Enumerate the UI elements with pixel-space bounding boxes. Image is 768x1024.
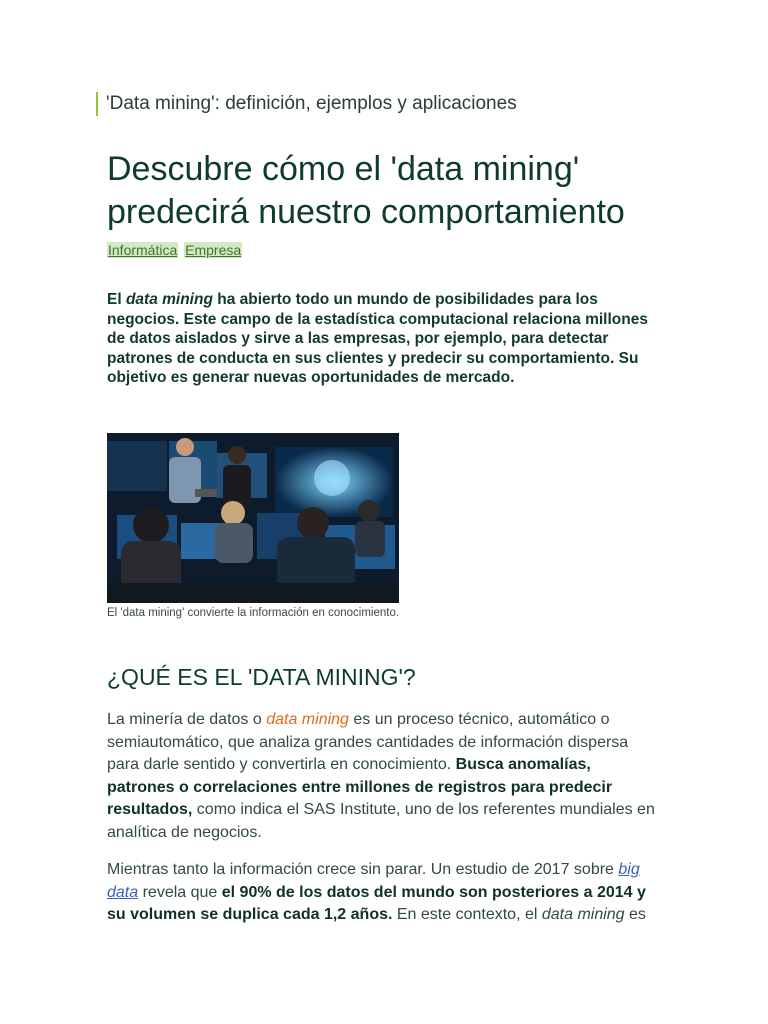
p1-term: data mining: [266, 711, 349, 728]
article-kicker: 'Data mining': definición, ejemplos y aplicaciones: [96, 92, 517, 116]
article-headline: Descubre cómo el 'data mining' predecirá nuestro comportamiento: [107, 150, 625, 231]
data-center-photo: [107, 433, 399, 603]
section-title: ¿QUÉ ES EL 'DATA MINING'?: [107, 664, 416, 690]
p1-text-2: es un proceso técnico, automático o semiautomático, que analiza grandes cantidades de información dispersa para darle sentido y convertirla en conocimiento.: [107, 711, 629, 773]
tag-empresa[interactable]: Empresa: [185, 242, 242, 258]
tag-informatica[interactable]: Informática: [108, 242, 178, 258]
paragraph-1: [107, 709, 662, 844]
p2-term: data mining: [541, 906, 625, 923]
p2-text-1: Mientras tanto la información crece sin parar. Un estudio de 2017 sobre: [107, 861, 619, 878]
p1-text-1: La minería de datos o: [107, 711, 267, 728]
big-data-link[interactable]: big data: [107, 861, 640, 901]
paragraph-2: [107, 859, 662, 927]
article-figure: [107, 433, 399, 619]
article-lead: [107, 290, 652, 388]
tag-list: [107, 242, 244, 258]
p1-text-3: como indica el SAS Institute, uno de los referentes mundiales en analítica de negocios.: [107, 801, 655, 841]
p2-text-2: revela que: [138, 883, 222, 901]
lead-text-2: ha abierto todo un mundo de posibilidades para los negocios. Este campo de la estadística computacional relaciona millones de datos aislados y sirve a las empresas, por ejemplo, para detectar patrones de conducta en sus clientes y predecir su comportamiento. Su objetivo es generar nuevas oportunidades de mercado.: [107, 291, 648, 386]
p2-text-4: es: [624, 906, 646, 923]
figure-caption: El 'data mining' convierte la información en conocimiento.: [107, 607, 400, 619]
lead-term: data mining: [125, 291, 213, 308]
p2-bold: el 90% de los datos del mundo son posteriores a 2014 y su volumen se duplica cada 1,2 años.: [107, 883, 646, 923]
lead-text-1: El: [107, 291, 126, 308]
p1-bold: Busca anomalías, patrones o correlaciones entre millones de registros para predecir resultados,: [107, 756, 613, 818]
p2-text-3: En este contexto, el: [392, 906, 542, 923]
